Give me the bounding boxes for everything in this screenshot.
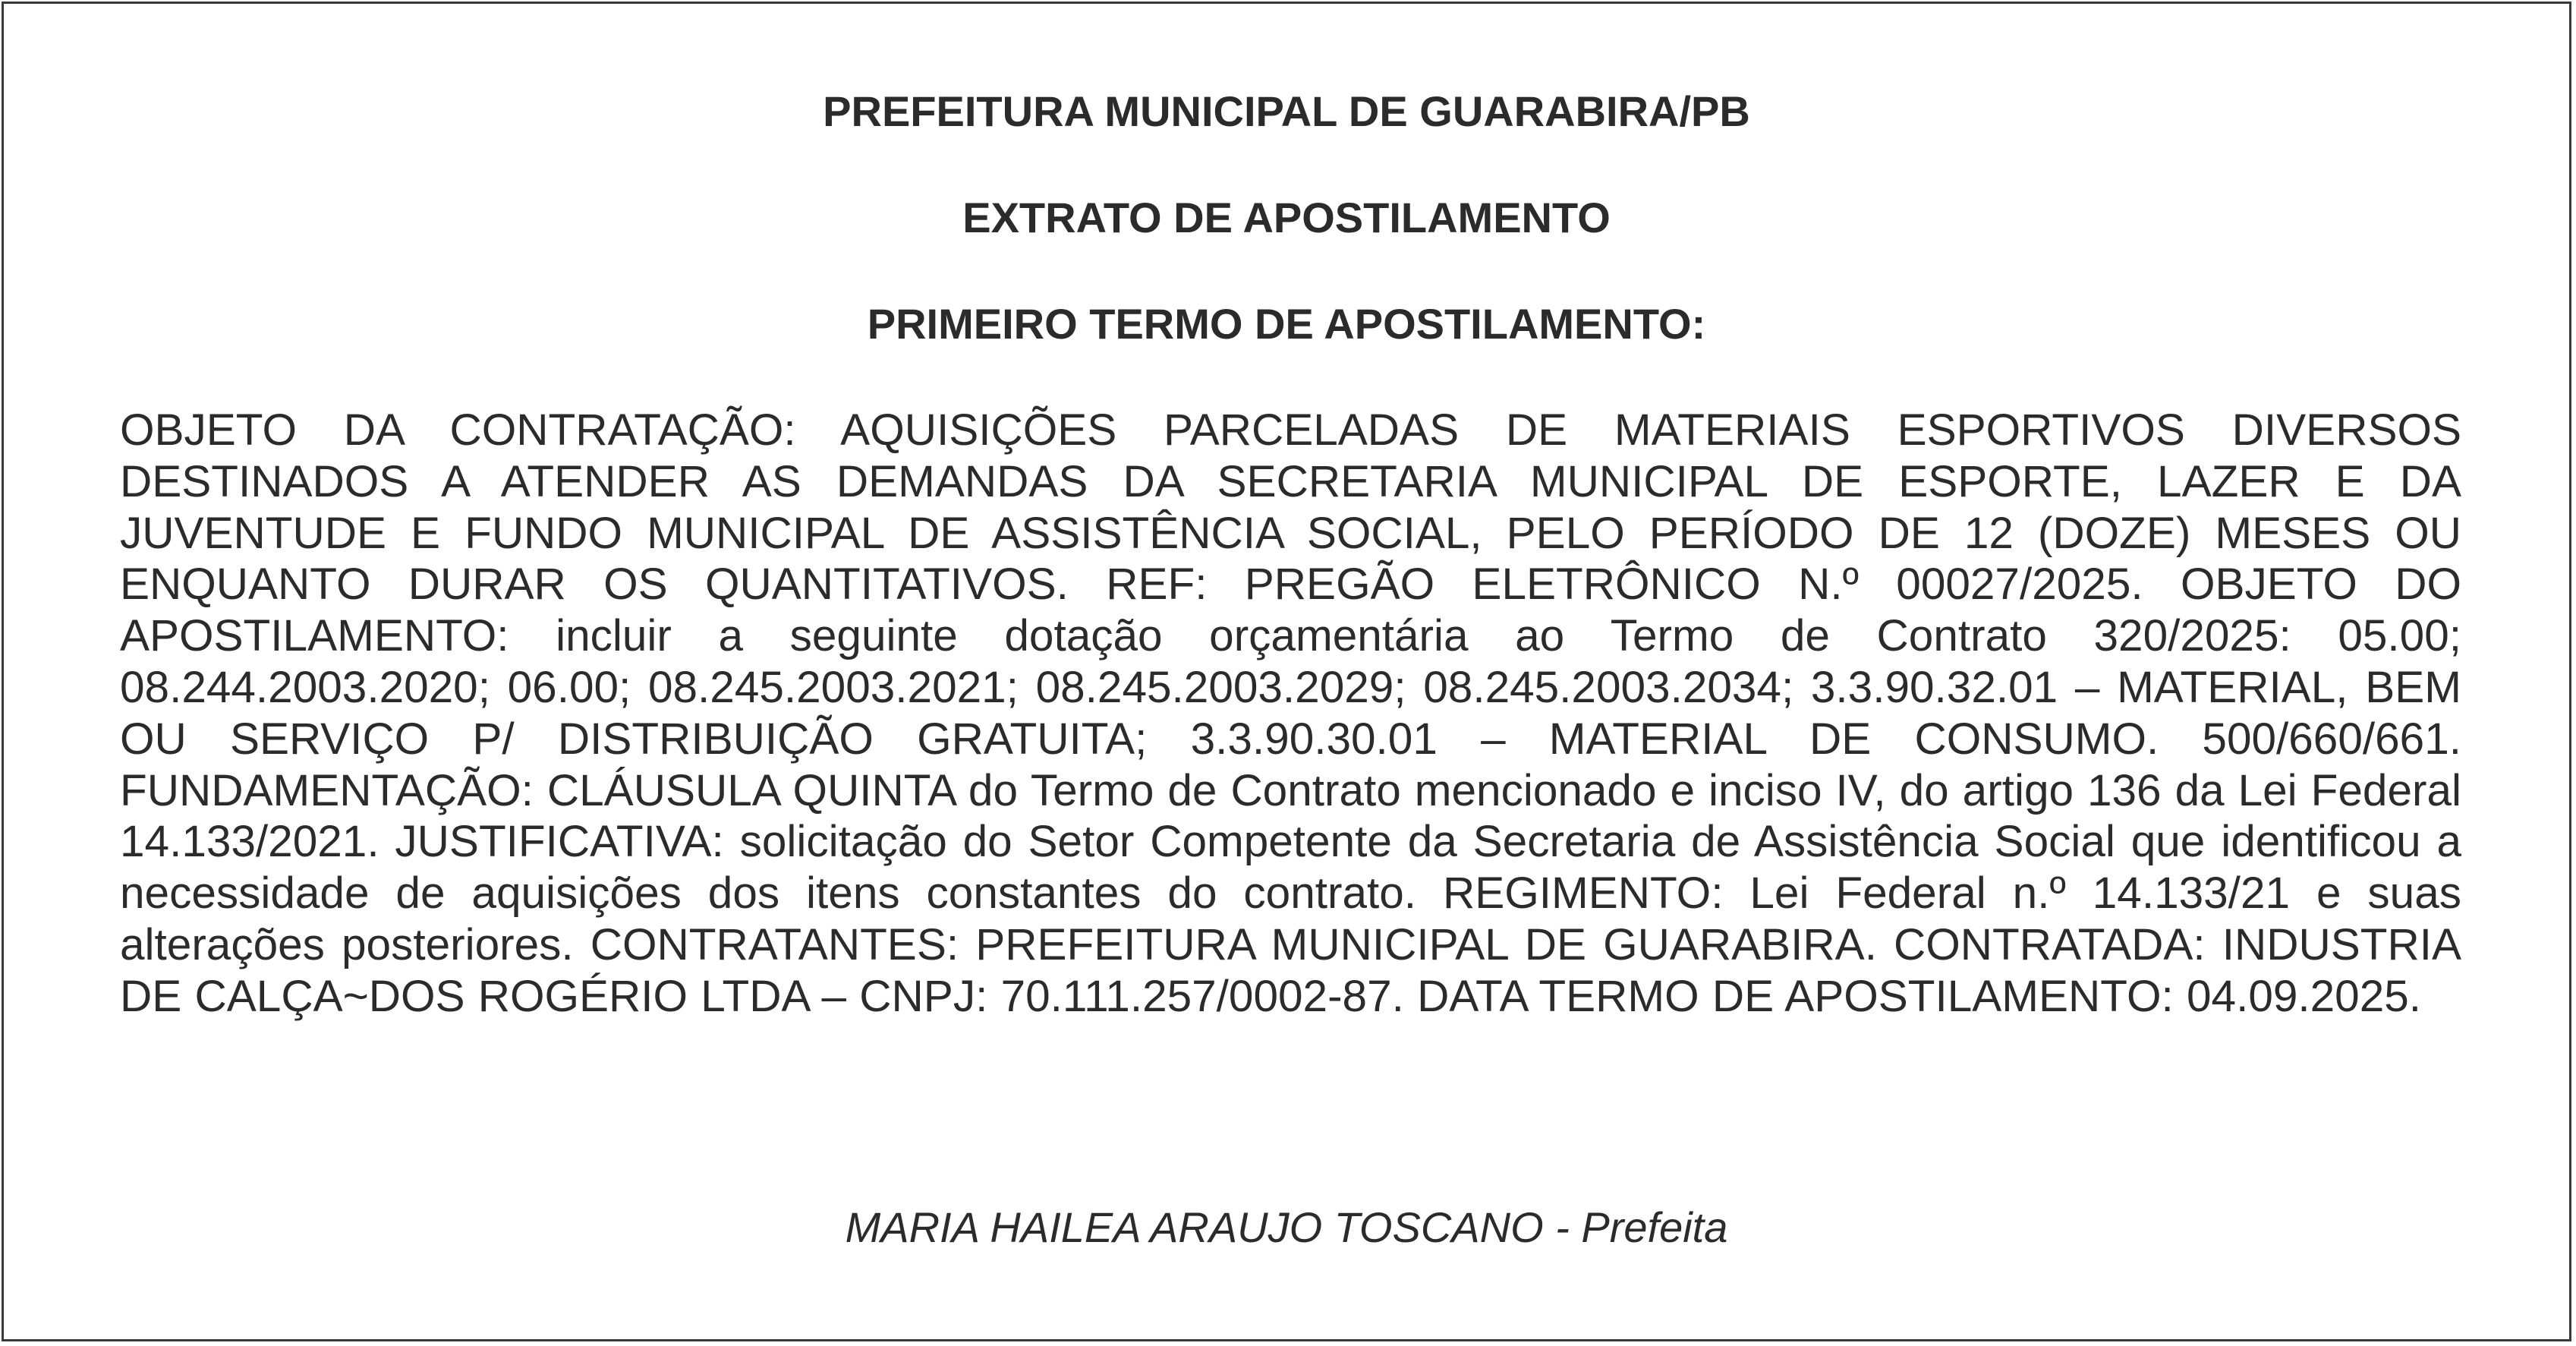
signature-line: MARIA HAILEA ARAUJO TOSCANO - Prefeita: [845, 1203, 1728, 1251]
term-heading: PRIMEIRO TERMO DE APOSTILAMENTO:: [867, 300, 1706, 348]
document-frame: [2, 2, 2571, 1341]
issuer-heading: PREFEITURA MUNICIPAL DE GUARABIRA/PB: [823, 87, 1750, 135]
document-type-heading: EXTRATO DE APOSTILAMENTO: [962, 194, 1611, 241]
body-paragraph: OBJETO DA CONTRATAÇÃO: AQUISIÇÕES PARCELADAS DE MATERIAIS ESPORTIVOS DIVERSOS DESTINADOS A ATENDER AS DEMANDAS DA SECRETARIA MUNICIPAL DE ESPORTE, LAZER E DA JUVENTUDE E FUNDO MUNICIPAL DE ASSISTÊNCIA SOCIAL, PELO PERÍODO DE 12 (DOZE) MESES OU ENQUANTO DURAR OS QUANTITATIVOS. REF: PREGÃO ELETRÔNICO N.º 00027/2025. OBJETO DO APOSTILAMENTO: incluir a seguinte dotação orçamentária ao Termo de Contrato 320/2025: 05.00; 08.244.2003.2020; 06.00; 08.245.2003.2021; 08.245.2003.2029; 08.245.2003.2034; 3.3.90.32.01 – MATERIAL, BEM OU SERVIÇO P/ DISTRIBUIÇÃO GRATUITA; 3.3.90.30.01 – MATERIAL DE CONSUMO. 500/660/661. FUNDAMENTAÇÃO: CLÁUSULA QUINTA do Termo de Contrato mencionado e inciso IV, do artigo 136 da Lei Federal 14.133/2021. JUSTIFICATIVA: solicitação do Setor Competente da Secretaria de Assistência Social que identificou a necessidade de aquisições dos itens constantes do contrato. REGIMENTO: Lei Federal n.º 14.133/21 e suas alterações posteriores. CONTRATANTES: PREFEITURA MUNICIPAL DE GUARABIRA. CONTRATADA: INDUSTRIA DE CALÇA~DOS ROGÉRIO LTDA – CNPJ: 70.111.257/0002-87. DATA TERMO DE APOSTILAMENTO: 04.09.2025.: [120, 405, 2461, 1021]
